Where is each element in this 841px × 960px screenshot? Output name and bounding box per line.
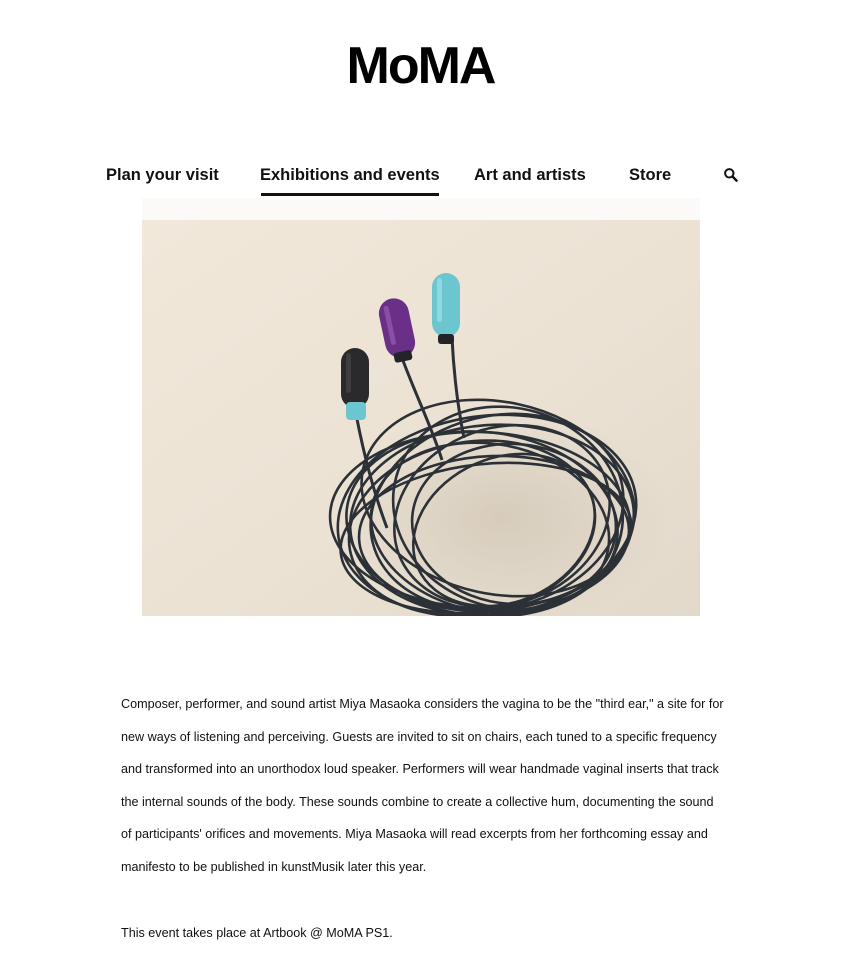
- nav-item-art-and-artists[interactable]: Art and artists: [474, 166, 586, 184]
- main-nav: [0, 160, 841, 200]
- venue-note: This event takes place at Artbook @ MoMA PS1.: [121, 926, 393, 940]
- hero-image: [142, 198, 700, 616]
- moma-logo[interactable]: MoMA: [346, 37, 495, 95]
- nav-item-exhibitions-and-events[interactable]: Exhibitions and events: [260, 166, 440, 184]
- event-description-paragraph: Composer, performer, and sound artist Miya Masaoka considers the vagina to be the "third ear," a site for for new ways of listening and perceiving. Guests are invited to sit on chairs, each tuned to a specific frequency and transformed into an unorthodox loud speaker. Performers will wear handmade vaginal inserts that track the internal sounds of the body. These sounds combine to create a collective hum, documenting the sound of participants' orifices and movements. Miya Masaoka will read excerpts from her forthcoming essay and manifesto to be published in kunstMusik later this year.: [121, 697, 724, 874]
- nav-item-store[interactable]: Store: [629, 166, 672, 184]
- event-description: [121, 688, 727, 884]
- nav-item-plan-your-visit[interactable]: Plan your visit: [106, 166, 219, 184]
- photo-earplugs-cables-icon: [142, 198, 700, 616]
- search-icon[interactable]: [723, 167, 739, 183]
